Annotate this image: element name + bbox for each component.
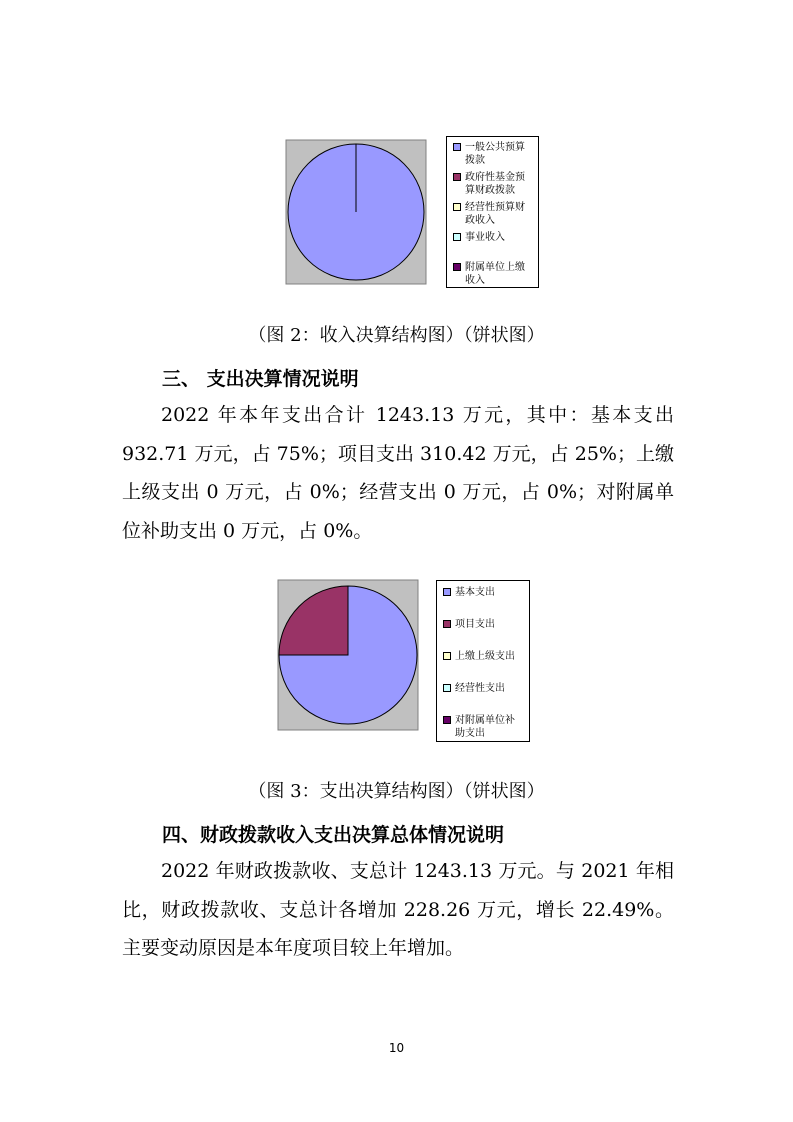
legend-item-2 [453,171,534,197]
legend-label: 附属单位上缴 [465,262,525,273]
legend-label: 经营性预算财 [465,202,525,213]
legend-swatch [443,652,451,660]
legend-label: 助支出 [455,728,485,739]
legend-swatch [453,203,461,211]
legend-label: 上缴上级支出 [455,651,515,662]
figure-3-caption: （图 3：支出决算结构图）（饼状图） [248,781,545,802]
legend-item-4 [443,682,525,695]
legend-item-1 [453,141,534,167]
legend-item-5 [453,261,534,287]
income-pie-legend [446,136,539,288]
legend-label: 政收入 [465,215,495,226]
legend-swatch [443,588,451,596]
legend-label: 项目支出 [455,619,495,630]
legend-label: 对附属单位补 [455,715,515,726]
section-4-paragraph: 2022 年财政拨款收、支总计 1243.13 万元。与 2021 年相比，财政拨款收、支总计各增加 228.26 万元，增长 22.49%。主要变动原因是本年度项目较上年增加。 [122,860,674,959]
legend-swatch [443,620,451,628]
section-4-heading: 四、财政拨款收入支出决算总体情况说明 [162,824,505,846]
legend-swatch [443,716,451,724]
legend-label: 一般公共预算 [465,142,525,153]
expenditure-pie-chart [278,580,531,742]
legend-swatch [443,684,451,692]
legend-label: 政府性基金预 [465,172,525,183]
legend-item-3 [453,201,534,227]
legend-label: 收入 [465,275,485,286]
legend-label: 基本支出 [455,587,495,598]
legend-swatch [453,233,461,241]
income-pie-chart [286,140,539,290]
legend-label: 经营性支出 [455,683,505,694]
legend-item-5 [443,714,525,740]
page-number: 10 [388,1041,405,1055]
section-3-paragraph: 2022 年本年支出合计 1243.13 万元，其中：基本支出 932.71 万元，占 75%；项目支出 310.42 万元，占 25%；上缴上级支出 0 万元，占 0%；经营支出 0 万元，占 0%；对附属单位补助支出 0 万元，占 0%。 [122,404,674,542]
legend-item-3 [443,650,525,663]
legend-item-2 [443,618,525,631]
figure-2-caption: （图 2：收入决算结构图）（饼状图） [248,325,545,346]
legend-item-1 [443,586,525,599]
legend-label: 算财政拨款 [465,185,515,196]
expenditure-pie-plot [278,580,418,730]
legend-swatch [453,263,461,271]
section-3-heading: 三、 支出决算情况说明 [162,368,359,390]
expenditure-pie-legend [436,580,530,742]
legend-label: 事业收入 [465,232,505,243]
legend-swatch [453,173,461,181]
income-pie-plot [286,140,426,284]
legend-item-4 [453,231,534,244]
legend-label: 拨款 [465,155,485,166]
legend-swatch [453,143,461,151]
